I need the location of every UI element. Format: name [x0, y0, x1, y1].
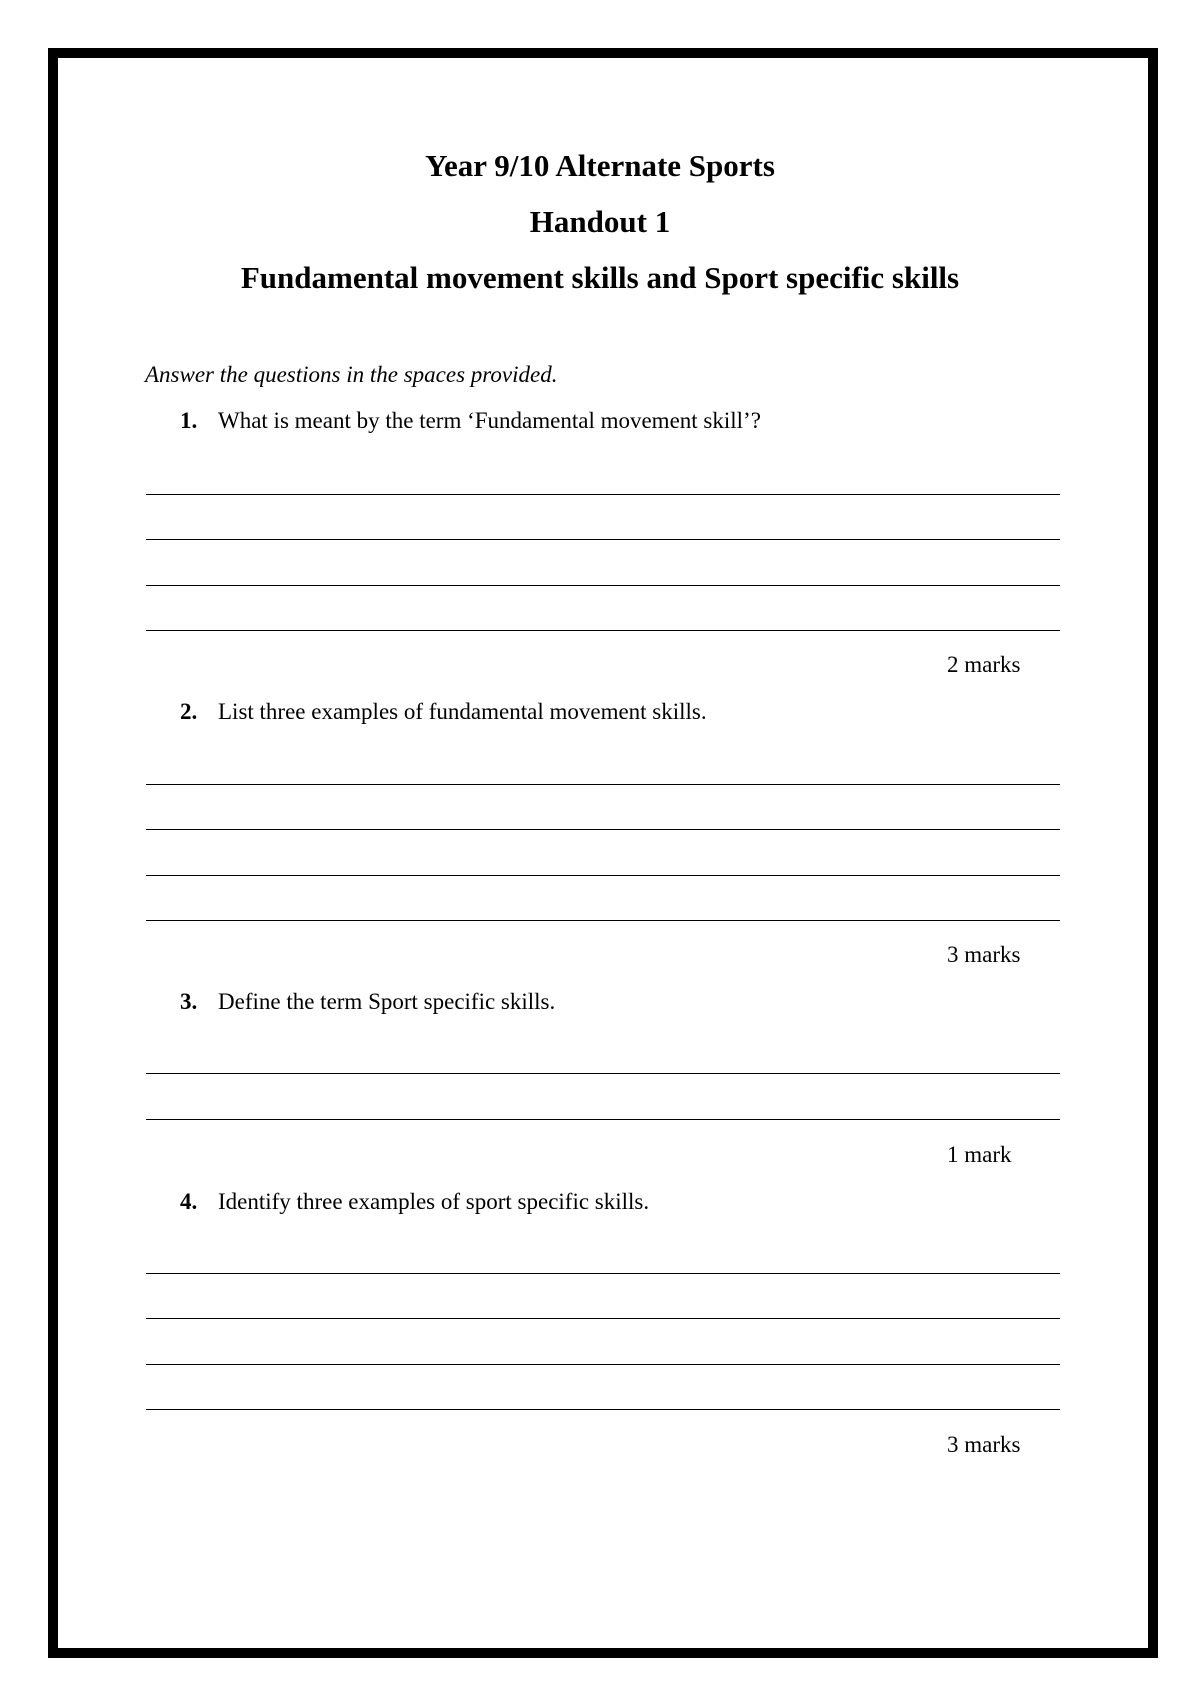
answer-line[interactable] [146, 875, 1060, 876]
question-number: 3. [180, 989, 198, 1014]
page-title: Year 9/10 Alternate Sports [425, 148, 775, 183]
answer-line[interactable] [146, 1119, 1060, 1120]
answer-line[interactable] [146, 784, 1060, 785]
question-4 [180, 1187, 649, 1217]
question-number: 2. [180, 699, 198, 724]
handout-topic: Fundamental movement skills and Sport specific skills [240, 260, 960, 295]
answer-line[interactable] [146, 1409, 1060, 1410]
question-1 [180, 406, 761, 436]
question-number: 4. [180, 1189, 198, 1214]
answer-line[interactable] [146, 1273, 1060, 1274]
handout-number: Handout 1 [529, 204, 671, 239]
marks-label: 3 marks [947, 942, 1021, 967]
answer-line[interactable] [146, 1318, 1060, 1319]
answer-line[interactable] [146, 539, 1060, 540]
answer-line[interactable] [146, 1364, 1060, 1365]
question-2 [180, 697, 707, 727]
answer-line[interactable] [146, 585, 1060, 586]
answer-line[interactable] [146, 494, 1060, 495]
question-text: What is meant by the term ‘Fundamental movement skill’? [218, 408, 761, 433]
instructions: Answer the questions in the spaces provided. [145, 362, 558, 387]
marks-label: 3 marks [947, 1432, 1021, 1457]
answer-line[interactable] [146, 829, 1060, 830]
question-text: List three examples of fundamental movement skills. [218, 699, 707, 724]
question-number: 1. [180, 408, 198, 433]
answer-line[interactable] [146, 1073, 1060, 1074]
question-text: Identify three examples of sport specific skills. [218, 1189, 650, 1214]
answer-line[interactable] [146, 920, 1060, 921]
answer-line[interactable] [146, 630, 1060, 631]
marks-label: 2 marks [947, 652, 1021, 677]
question-text: Define the term Sport specific skills. [218, 989, 556, 1014]
question-3 [180, 987, 555, 1017]
marks-label: 1 mark [947, 1142, 1012, 1167]
